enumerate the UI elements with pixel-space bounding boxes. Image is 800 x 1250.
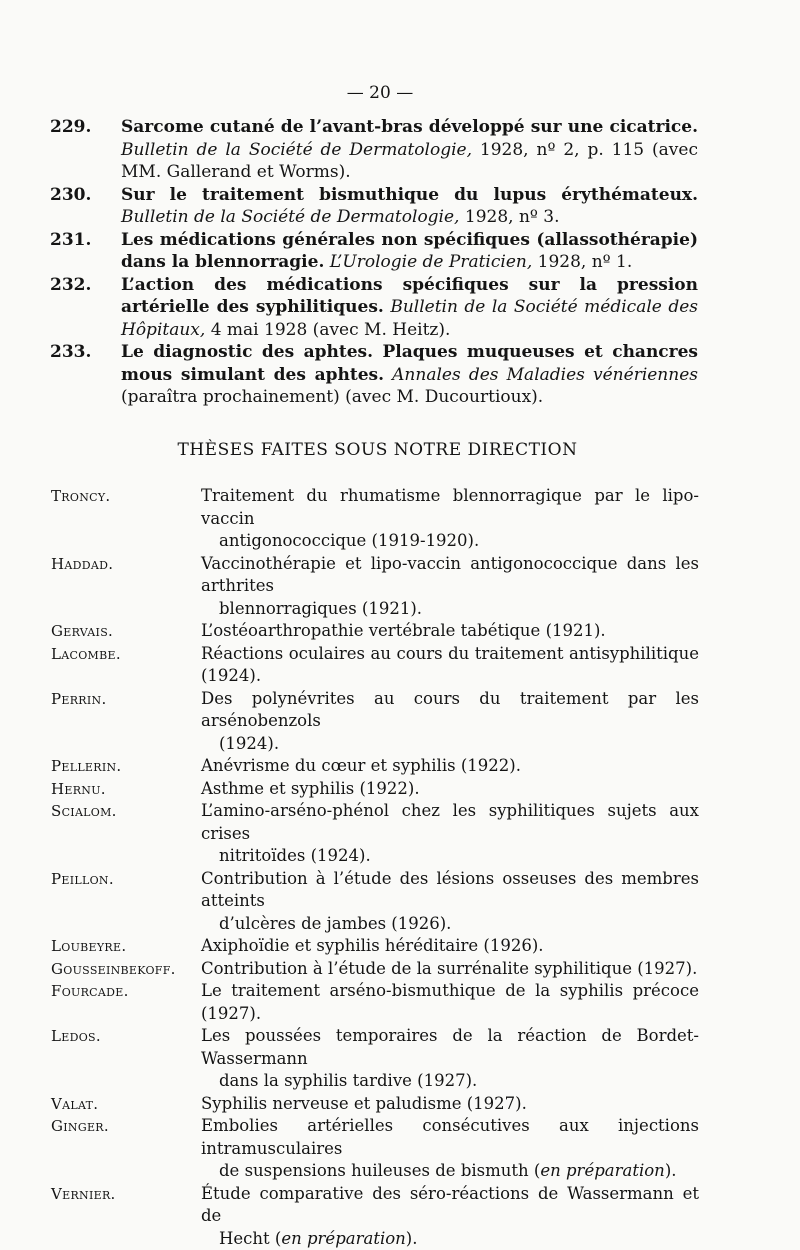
reference-title: Les médications générales non spécifiques (allassothérapie) dans la blennorragie. [121, 230, 698, 273]
reference-details: (paraîtra prochainement) (avec M. Ducourtioux). [121, 387, 543, 407]
thesis-entry [51, 620, 699, 643]
thesis-title: Réactions oculaires au cours du traitement antisyphilitique (1924). [201, 643, 699, 688]
reference-item [50, 229, 698, 274]
reference-item [50, 341, 698, 409]
thesis-author: Valat. [51, 1093, 98, 1116]
thesis-entry [51, 935, 699, 958]
thesis-title-cont: antigonococcique (1919-1920). [201, 530, 699, 553]
thesis-author: Ledos. [51, 1025, 101, 1048]
theses-list [51, 485, 699, 1250]
thesis-author: Peillon. [51, 868, 114, 891]
thesis-entry [51, 958, 699, 981]
thesis-entry [51, 688, 699, 756]
thesis-author: Lacombe. [51, 643, 121, 666]
thesis-author: Vernier. [51, 1183, 116, 1206]
reference-details: 1928, nº 3. [459, 207, 559, 227]
paren-open: ( [529, 1161, 541, 1180]
thesis-title: L’amino-arséno-phénol chez les syphilitiques sujets aux crises [201, 800, 699, 845]
thesis-author: Perrin. [51, 688, 107, 711]
reference-details: 1928, nº 1. [532, 252, 632, 272]
thesis-title: Contribution à l’étude des lésions osseuses des membres atteints [201, 868, 699, 913]
reference-item [50, 184, 698, 229]
thesis-title: Le traitement arséno-bismuthique de la syphilis précoce (1927). [201, 980, 699, 1025]
thesis-author: Ginger. [51, 1115, 109, 1138]
reference-number: 233. [50, 341, 112, 364]
reference-title: Le diagnostic des aphtes. Plaques muqueuses et chancres mous simulant des aphtes. [121, 342, 698, 385]
thesis-title-cont: (1924). [201, 733, 699, 756]
page-number: — 20 — [0, 83, 760, 103]
reference-title: Sur le traitement bismuthique du lupus érythémateux. [121, 185, 698, 205]
thesis-entry [51, 1183, 699, 1250]
reference-journal: Bulletin de la Société médicale des Hôpitaux, [121, 297, 698, 340]
thesis-entry [51, 643, 699, 688]
thesis-title-cont [201, 1228, 699, 1250]
thesis-title: Syphilis nerveuse et paludisme (1927). [201, 1093, 699, 1116]
reference-item [50, 274, 698, 342]
thesis-author: Haddad. [51, 553, 113, 576]
thesis-author: Scialom. [51, 800, 117, 823]
thesis-title: Des polynévrites au cours du traitement par les arsénobenzols [201, 688, 699, 733]
reference-details: 1928, nº 2, p. 115 (avec MM. Gallerand et Worms). [121, 140, 698, 183]
thesis-title: Les poussées temporaires de la réaction de Bordet-Wassermann [201, 1025, 699, 1070]
thesis-title-cont: dans la syphilis tardive (1927). [201, 1070, 699, 1093]
thesis-title: Traitement du rhumatisme blennorragique par le lipo-vaccin [201, 485, 699, 530]
reference-list [50, 116, 698, 409]
thesis-title: Contribution à l’étude de la surrénalite syphilitique (1927). [201, 958, 699, 981]
thesis-title-cont: nitritoïdes (1924). [201, 845, 699, 868]
thesis-title: Vaccinothérapie et lipo-vaccin antigonococcique dans les arthrites [201, 553, 699, 598]
thesis-title: Axiphoïdie et syphilis héréditaire (1926). [201, 935, 699, 958]
thesis-entry [51, 800, 699, 868]
thesis-author: Pellerin. [51, 755, 121, 778]
reference-journal: Annales des Maladies vénériennes [392, 365, 698, 385]
thesis-title-cont-text: Hecht [219, 1229, 270, 1248]
reference-details: 4 mai 1928 (avec M. Heitz). [205, 320, 450, 340]
thesis-author: Fourcade. [51, 980, 129, 1003]
thesis-entry [51, 1093, 699, 1116]
paren-close: ). [406, 1229, 418, 1248]
thesis-author: Gervais. [51, 620, 113, 643]
thesis-author: Troncy. [51, 485, 110, 508]
reference-item [50, 116, 698, 184]
thesis-title: Étude comparative des séro-réactions de Wassermann et de [201, 1183, 699, 1228]
theses-heading: THÈSES FAITES SOUS NOTRE DIRECTION [0, 440, 755, 460]
thesis-entry [51, 485, 699, 553]
reference-number: 231. [50, 229, 112, 252]
reference-number: 229. [50, 116, 112, 139]
thesis-entry [51, 980, 699, 1025]
thesis-title: Asthme et syphilis (1922). [201, 778, 699, 801]
reference-title: L’action des médications spécifiques sur la pression artérielle des syphilitiques. [121, 275, 698, 318]
thesis-author: Loubeyre. [51, 935, 126, 958]
thesis-title-cont: d’ulcères de jambes (1926). [201, 913, 699, 936]
paren-close: ). [665, 1161, 677, 1180]
thesis-title-cont-text: de suspensions huileuses de bismuth [219, 1161, 529, 1180]
thesis-entry [51, 553, 699, 621]
thesis-status: en préparation [540, 1161, 664, 1180]
reference-title: Sarcome cutané de l’avant-bras développé sur une cicatrice. [121, 117, 698, 137]
thesis-entry [51, 1025, 699, 1093]
thesis-title-cont: blennorragiques (1921). [201, 598, 699, 621]
reference-number: 232. [50, 274, 112, 297]
reference-journal: L’Urologie de Praticien, [330, 252, 532, 272]
thesis-title-cont [201, 1160, 699, 1183]
thesis-title: Embolies artérielles consécutives aux injections intramusculaires [201, 1115, 699, 1160]
thesis-entry [51, 868, 699, 936]
paren-open: ( [270, 1229, 282, 1248]
thesis-title: L’ostéoarthropathie vertébrale tabétique (1921). [201, 620, 699, 643]
reference-journal: Bulletin de la Société de Dermatologie, [121, 207, 459, 227]
thesis-author: Hernu. [51, 778, 106, 801]
thesis-entry [51, 1115, 699, 1183]
thesis-status: en préparation [281, 1229, 405, 1248]
thesis-title: Anévrisme du cœur et syphilis (1922). [201, 755, 699, 778]
reference-number: 230. [50, 184, 112, 207]
reference-journal: Bulletin de la Société de Dermatologie, [121, 140, 472, 160]
thesis-author: Gousseinbekoff. [51, 958, 176, 981]
thesis-entry [51, 755, 699, 778]
thesis-entry [51, 778, 699, 801]
